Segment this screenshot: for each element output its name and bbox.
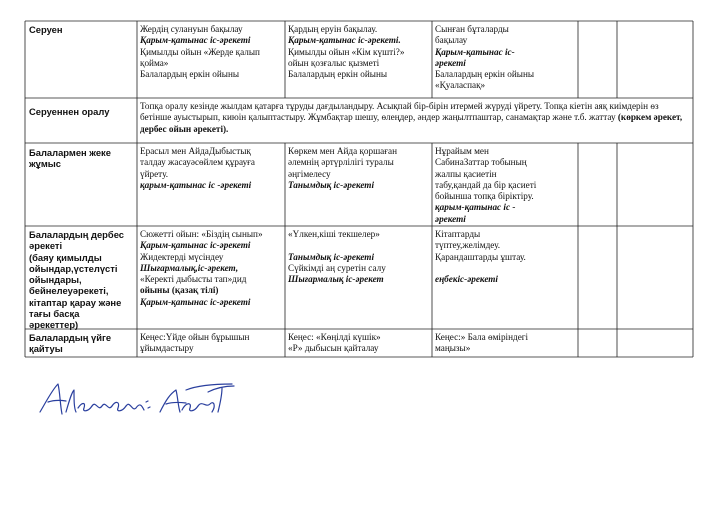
row-label-individual: Балалармен жеке жұмыс — [29, 147, 111, 170]
row-label-walk: Серуен — [29, 24, 63, 35]
walk-tuesday: Қардың еруін бақылау. Қарым-қатынас іс-әрекеті. Қимылды ойын «Кім күшті?» ойын қозғалыс қызметі Балалардың еркін ойыны — [288, 24, 405, 80]
individual-monday: Ерасыл мен АйдаДыбыстық талдау жасауәсөйлем құрауға үйрету. қарым-қатынас іс -әрекеті — [140, 146, 256, 190]
row-label-return: Серуеннен оралу — [29, 106, 110, 117]
home-monday: Кеңес:Үйде ойын бұрышын ұйымдастыру — [140, 332, 250, 354]
return-description: Топқа оралу кезінде жылдам қатарға тұруды дағдыландыру. Асықпай бір-бірін итермей жүруді үйрету. Топқа кіетін аяқ киімдерін өз бетінше ауыстырып, киюін қалыптастыру. Жұмбақтар шешу, өлеңдер, әндер жаңылтпаштар, санамақтар және т.б. жаттау (көркем әрекет, дербес ойын әрекеті). — [140, 101, 683, 134]
home-wednesday: Кеңес:» Бала өміріндегі маңызы» — [435, 332, 529, 354]
individual-tuesday: Көркем мен Айда қоршаған әлемнің әртүрлілігі туралы әңгімелесу Танымдық іс-әрекеті — [288, 146, 398, 190]
home-tuesday: Кеңес: «Көңілді күшік» «Р» дыбысын қайталау — [288, 332, 381, 354]
independent-tuesday: «Үлкен,кіші текшелер» Танымдық іс-әрекеті Сүйкімді аң суретін салу Шығармалық іс-әрекет — [288, 229, 386, 285]
handwritten-signature — [36, 372, 246, 428]
row-label-independent: Балалардың дербес әрекеті (баяу қимылды ойындар,үстелүсті ойындары, бейнелеуәрекеті, кітаптар қарау және тағы басқа әрекеттер) — [29, 229, 124, 331]
independent-wednesday: Кітаптарды түптеу,желімдеу. Қарандаштарды ұштау. еңбекіс-әрекеті — [435, 229, 526, 285]
independent-monday: Сюжетті ойын: «Біздің сынып» Қарым-қатынас іс-әрекеті Жидектерді мүсіндеу Шығармалық,іс-әрекет, «Керекті дыбысты тап»дид ойыны (қазақ тілі) Қарым-қатынас іс-әрекеті — [140, 229, 263, 307]
individual-wednesday: Нұрайым мен СабинаЗаттар тобының жалпы қасиетін табу,қандай да бір қасиеті бойынша топқа біріктіру. қарым-қатынас іс - әрекеті — [435, 146, 537, 224]
row-label-home: Балалардың үйге қайтуы — [29, 332, 112, 355]
walk-monday: Жердің сулануын бақылау Қарым-қатынас іс-әрекеті Қимылды ойын «Жерде қалып қойма» Балалардың еркін ойыны — [140, 24, 260, 80]
walk-wednesday: Сынған бұталарды бақылау Қарым-қатынас іс- әрекеті Балалардың еркін ойыны «Қуаласпақ» — [435, 24, 535, 91]
